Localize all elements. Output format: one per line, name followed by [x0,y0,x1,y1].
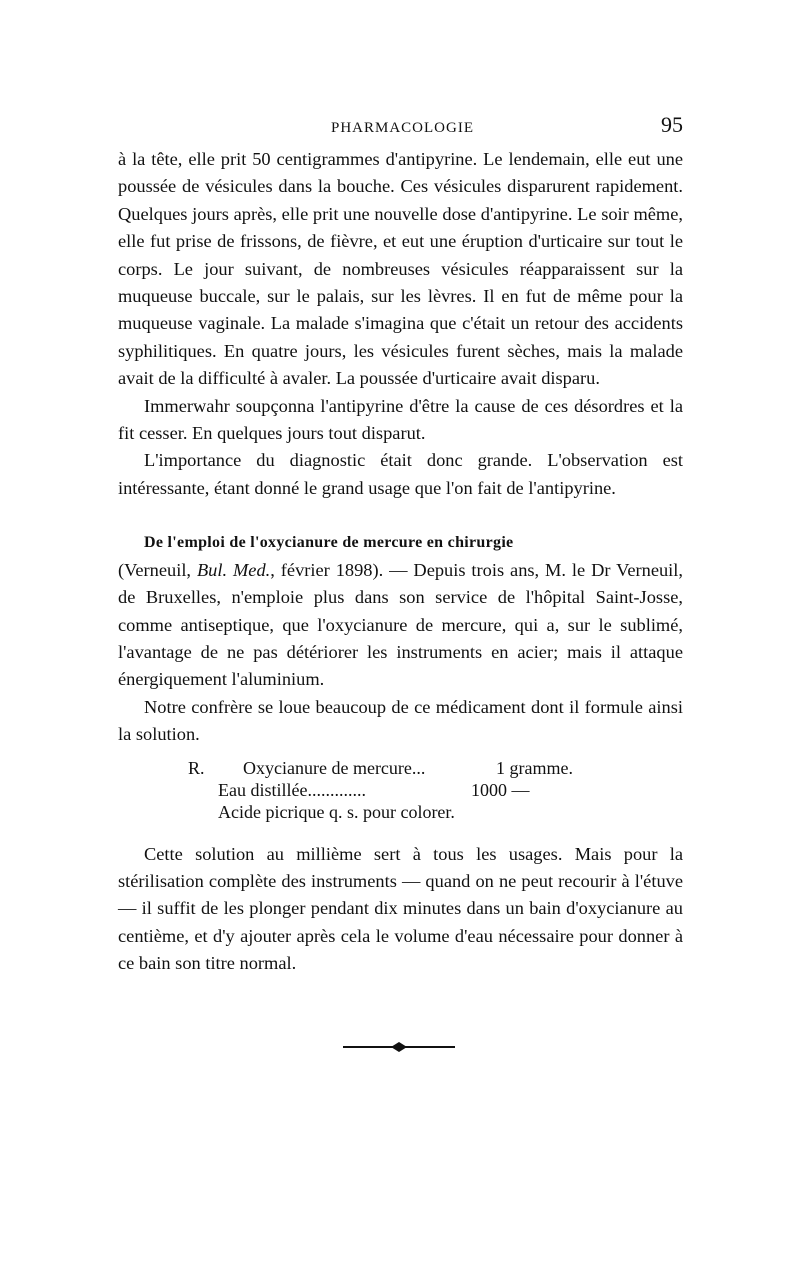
journal-name: Bul. Med. [196,559,271,580]
paragraph: Notre confrère se loue beaucoup de ce médicament dont il formule ainsi la solution. [118,696,683,745]
recipe-line [188,757,683,779]
paragraph: Immerwahr soupçonna l'antipyrine d'être la cause de ces désordres et la fit cesser. En quelques jours tout disparut. [118,395,683,444]
recipe-ingredient: Eau distillée............. [218,779,366,800]
paragraph: L'importance du diagnostic était donc grande. L'observation est intéressante, étant donné le grand usage que l'on fait de l'antipyrine. [118,450,683,498]
recipe [188,757,683,823]
recipe-quantity: 1 gramme. [496,757,573,778]
page-body [118,146,683,978]
recipe-marker: R. [188,757,205,778]
paragraph-closing: Cette solution au millième sert à tous les usages. Mais pour la stérilisation complète des instruments — quand on ne peut recourir à l'étuve — il suffit de les plonger pendant dix minutes dans un bain d'oxycianure au centième, et d'y ajouter après cela le volume d'eau nécessaire pour donner à ce bain son titre normal. [118,843,683,974]
recipe-line: Acide picrique q. s. pour colorer. [218,801,455,822]
section-paragraph [118,528,683,693]
section-title: De l'emploi de l'oxycianure de mercure en chirurgie [144,534,514,552]
paragraph-continued: à la tête, elle prit 50 centigrammes d'antipyrine. Le lendemain, elle eut une poussée de vésicules dans la bouche. Ces vésicules disparurent rapidement. Quelques jours après, elle prit une nouvelle dose d'antipyrine. Le soir même, elle fut prise de frissons, de fièvre, et eut une éruption d'urticaire sur tout le corps. Le jour suivant, de nombreuses vésicules réapparaissent sur la muqueuse buccale, sur le palais, sur les lèvres. Il en fut de même pour la muqueuse vaginale. La malade s'imagina que c'était un retour des accidents syphilitiques. En quatre jours, les vésicules furent sèches, mais la malade avait de la difficulté à avaler. La poussée d'urticaire avait disparu. [118,149,683,389]
recipe-ingredient: Oxycianure de mercure... [243,757,426,778]
citation-open: (Verneuil, [118,559,197,580]
page-number: 95 [661,112,683,137]
recipe-line [188,779,683,801]
running-title: PHARMACOLOGIE [331,120,475,136]
recipe-quantity: 1000 — [471,779,530,800]
citation-text: , février 1898). — Depuis trois ans, M. le Dr Verneuil, de Bruxelles, n'emploie plus dans son service de l'hôpital Saint-Josse, comme antiseptique, que l'oxycianure de mercure, qui a, sur le sublimé, l'avantage de ne pas détériorer les instruments en acier; mais il attaque énergiquement l'aluminium. [118,559,683,690]
section-end-ornament [343,1041,455,1053]
page-header [118,112,683,142]
